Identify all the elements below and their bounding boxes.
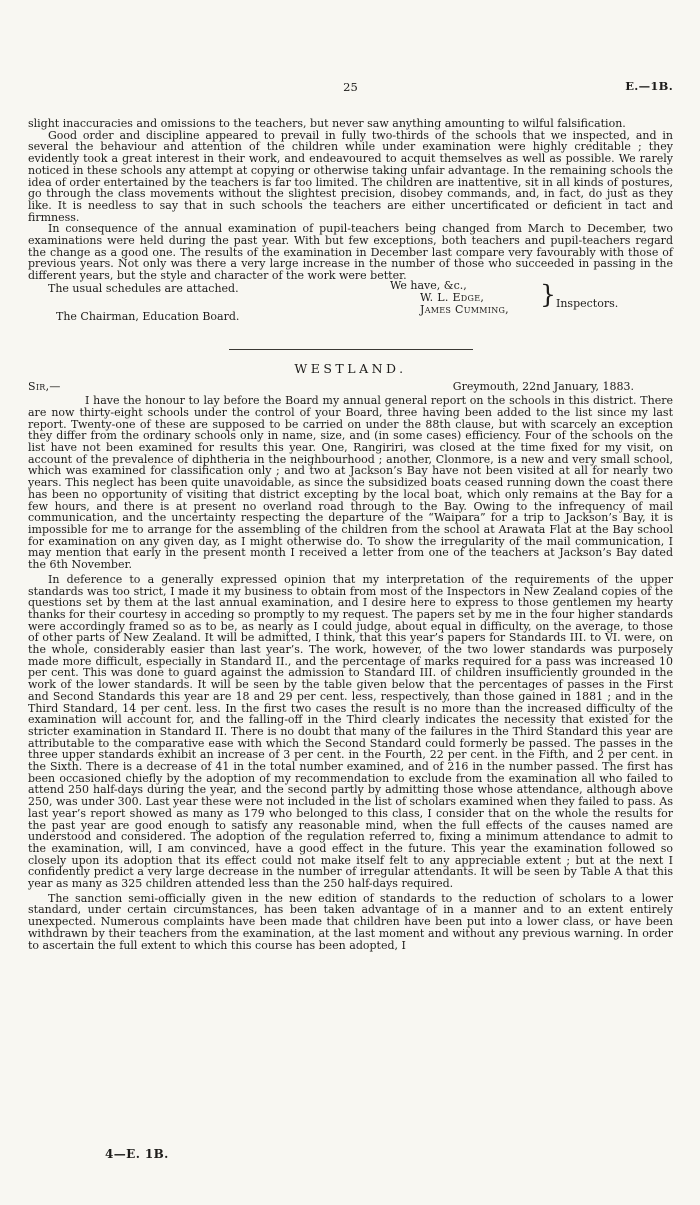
paragraph-pupil-teachers: In consequence of the annual examination of pupil-teachers being changed from March to December, two examinations were held during the past year. With but few exceptions, both teachers and pupil-teachers regard the change as a good one. The results of the examination in December last compare very favourably with those of previous years. Not only was there a very large increase in the number of those who succeeded in passing in the different years, but the style and character of the work were better.	[28, 222, 673, 283]
signature-block	[28, 278, 673, 337]
signatories-title: Inspectors.	[556, 296, 619, 310]
section-divider-rule	[229, 349, 473, 350]
page-header	[28, 79, 673, 97]
salutation: Sir,—	[28, 379, 61, 393]
paragraph-good-order: Good order and discipline appeared to prevail in fully two-thirds of the schools that we inspected, and in several the behaviour and attention of the children while under examination were highly creditable ; they evidently took a great interest in their work, and endeavoured to acquit themselves as well as possible. We rarely noticed in these schools any attempt at copying or otherwise taking unfair advantage. In the remaining schools the idea of order entertained by the teachers is far too limited. The children are inattentive, sit in all kinds of postures, go through the class movements without the slightest precision, disobey commands, and, in fact, do just as they like. It is needless to say that in such schools the teachers are either uncertificated or deficient in tact and firmness.	[28, 128, 673, 224]
westland-report-section	[28, 360, 673, 952]
paragraph-sanction: The sanction semi-officially given in the new edition of standards to the reduction of scholars to a lower standard, under certain circumstances, has been taken advantage of in a manner and to an extent entirely unexpected. Numerous complaints have been made that children have been put into a lower class, or have been withdrawn by their teachers from the examination, at the last moment and without any previous warning. In order to ascertain the full extent to which this course has been adopted, I	[28, 891, 673, 952]
brace-glyph: }	[540, 279, 556, 309]
paragraph-schools-overview: I have the honour to lay before the Board my annual general report on the schools in this district. There are now thirty-eight schools under the control of your Board, three having been added to the list since my last report. Twenty-one of these are supposed to be carried on under the 88th clause, but with scarcely an exception they differ from the ordinary schools only in name, size, and (in some cases) efficiency. Four of the schools on the list have not been examined for results this year. One, Rangiriri, was closed at the time fixed for my visit, on account of the prevalence of diphtheria in the neighbourhood ; another, Clonmore, is a new and very small school, which was examined for classification only ; and two at Jackson’s Bay have not been visited at all for nearly two years. This neglect has been quite unavoidable, as since the subsidized boats ceased running down the coast there has been no opportunity of visiting that district excepting by the local boat, which only remains at the Bay for a few hours, and there is at present no overland road through to the Bay. Owing to the infrequency of mail communication, and the uncertainty respecting the departure of the “Waipara” for a trip to Jackson’s Bay, it is impossible for me to arrange for the assembling of the children from the school at Arawata Flat at the Bay school for examination on any given day, as I might otherwise do. To show the irregularity of the mail communication, I may mention that early in the present month I received a letter from one of the teachers at Jackson’s Bay dated the 6th November.	[28, 394, 673, 572]
dateline: Greymouth, 22nd January, 1883.	[452, 379, 634, 393]
valediction: We have, &c.,	[390, 278, 467, 292]
section-heading-westland: WESTLAND.	[294, 360, 407, 376]
page-number: 25	[343, 80, 358, 94]
schedules-line: The usual schedules are attached.	[48, 281, 239, 295]
paragraph-continuation: slight inaccuracies and omissions to the teachers, but never saw anything amounting to wilful falsification.	[28, 117, 626, 130]
report-conclusion-section	[28, 118, 673, 337]
salutation-row	[28, 381, 673, 393]
addressee-line: The Chairman, Education Board.	[56, 309, 240, 323]
signatory-names	[420, 292, 509, 315]
signatory-name-cumming: James Cumming,	[420, 302, 509, 316]
document-reference: E.—1B.	[625, 79, 673, 93]
signatory-name-edge: W. L. Edge,	[420, 290, 485, 304]
paragraph-standards: In deference to a generally expressed opinion that my interpretation of the requirements of the upper standards was too strict, I made it my business to obtain from most of the Inspectors in New Zealand copies of the questions set by them at the last annual examination, and I desire here to express to those gentlemen my hearty thanks for their courtesy in acceding so promptly to my request. The papers set by me in the four higher standards were accordingly framed so as to be, as nearly as I could judge, about equal in difficulty, on the average, to those of other parts of New Zealand. It will be admitted, I think, that this year’s papers for Standards III. to VI. were, on the whole, considerably easier than last year’s. The work, however, of the two lower standards was purposely made more difficult, especially in Standard II., and the percentage of marks required for a pass was increased 10 per cent. This was done to guard against the admission to Standard III. of children insufficiently grounded in the work of the lower standards. It will be seen by the table given below that the percentages of passes in the First and Second Standards this year are 18 and 29 per cent. less, respectively, than those gained in 1881 ; and in the Third Standard, 14 per cent. less. In the first two cases the result is no more than the increased difficulty of the examination will account for, and the falling-off in the Third clearly indicates the necessity that existed for the stricter examination in Standard II. There is no doubt that many of the failures in the Third Standard this year are attributable to the comparative ease with which the Second Standard could formerly be passed. The passes in the three upper standards exhibit an increase of 3 per cent. in the Fourth, 22 per cent. in the Fifth, and 2 per cent. in the Sixth. There is a decrease of 41 in the total number examined, and of 216 in the number passed. The first has been occasioned chiefly by the adoption of my recommendation to exclude from the examination all who failed to attend 250 half-days during the year, and the second partly by admitting those whose attendance, although above 250, was under 300. Last year these were not included in the list of scholars examined when they failed to pass. As last year’s report showed as many as 179 who belonged to this class, I consider that on the whole the results for the past year are good enough to satisfy any reasonable mind, when the full effects of the causes named are understood and considered. The adoption of the regulation referred to, fixing a minimum attendance to admit to the examination, will, I am convinced, have a good effect in the future. This year the examination followed so closely upon its adoption that its effect could not make itself felt to any appreciable extent ; but at the next I confidently predict a very large decrease in the number of irregular attendants. It will be seen by Table A that this year as many as 325 children attended less than the 250 half-days required.	[28, 572, 673, 891]
page-content	[28, 79, 673, 952]
printers-signature-mark: 4—E. 1B.	[105, 1147, 169, 1161]
